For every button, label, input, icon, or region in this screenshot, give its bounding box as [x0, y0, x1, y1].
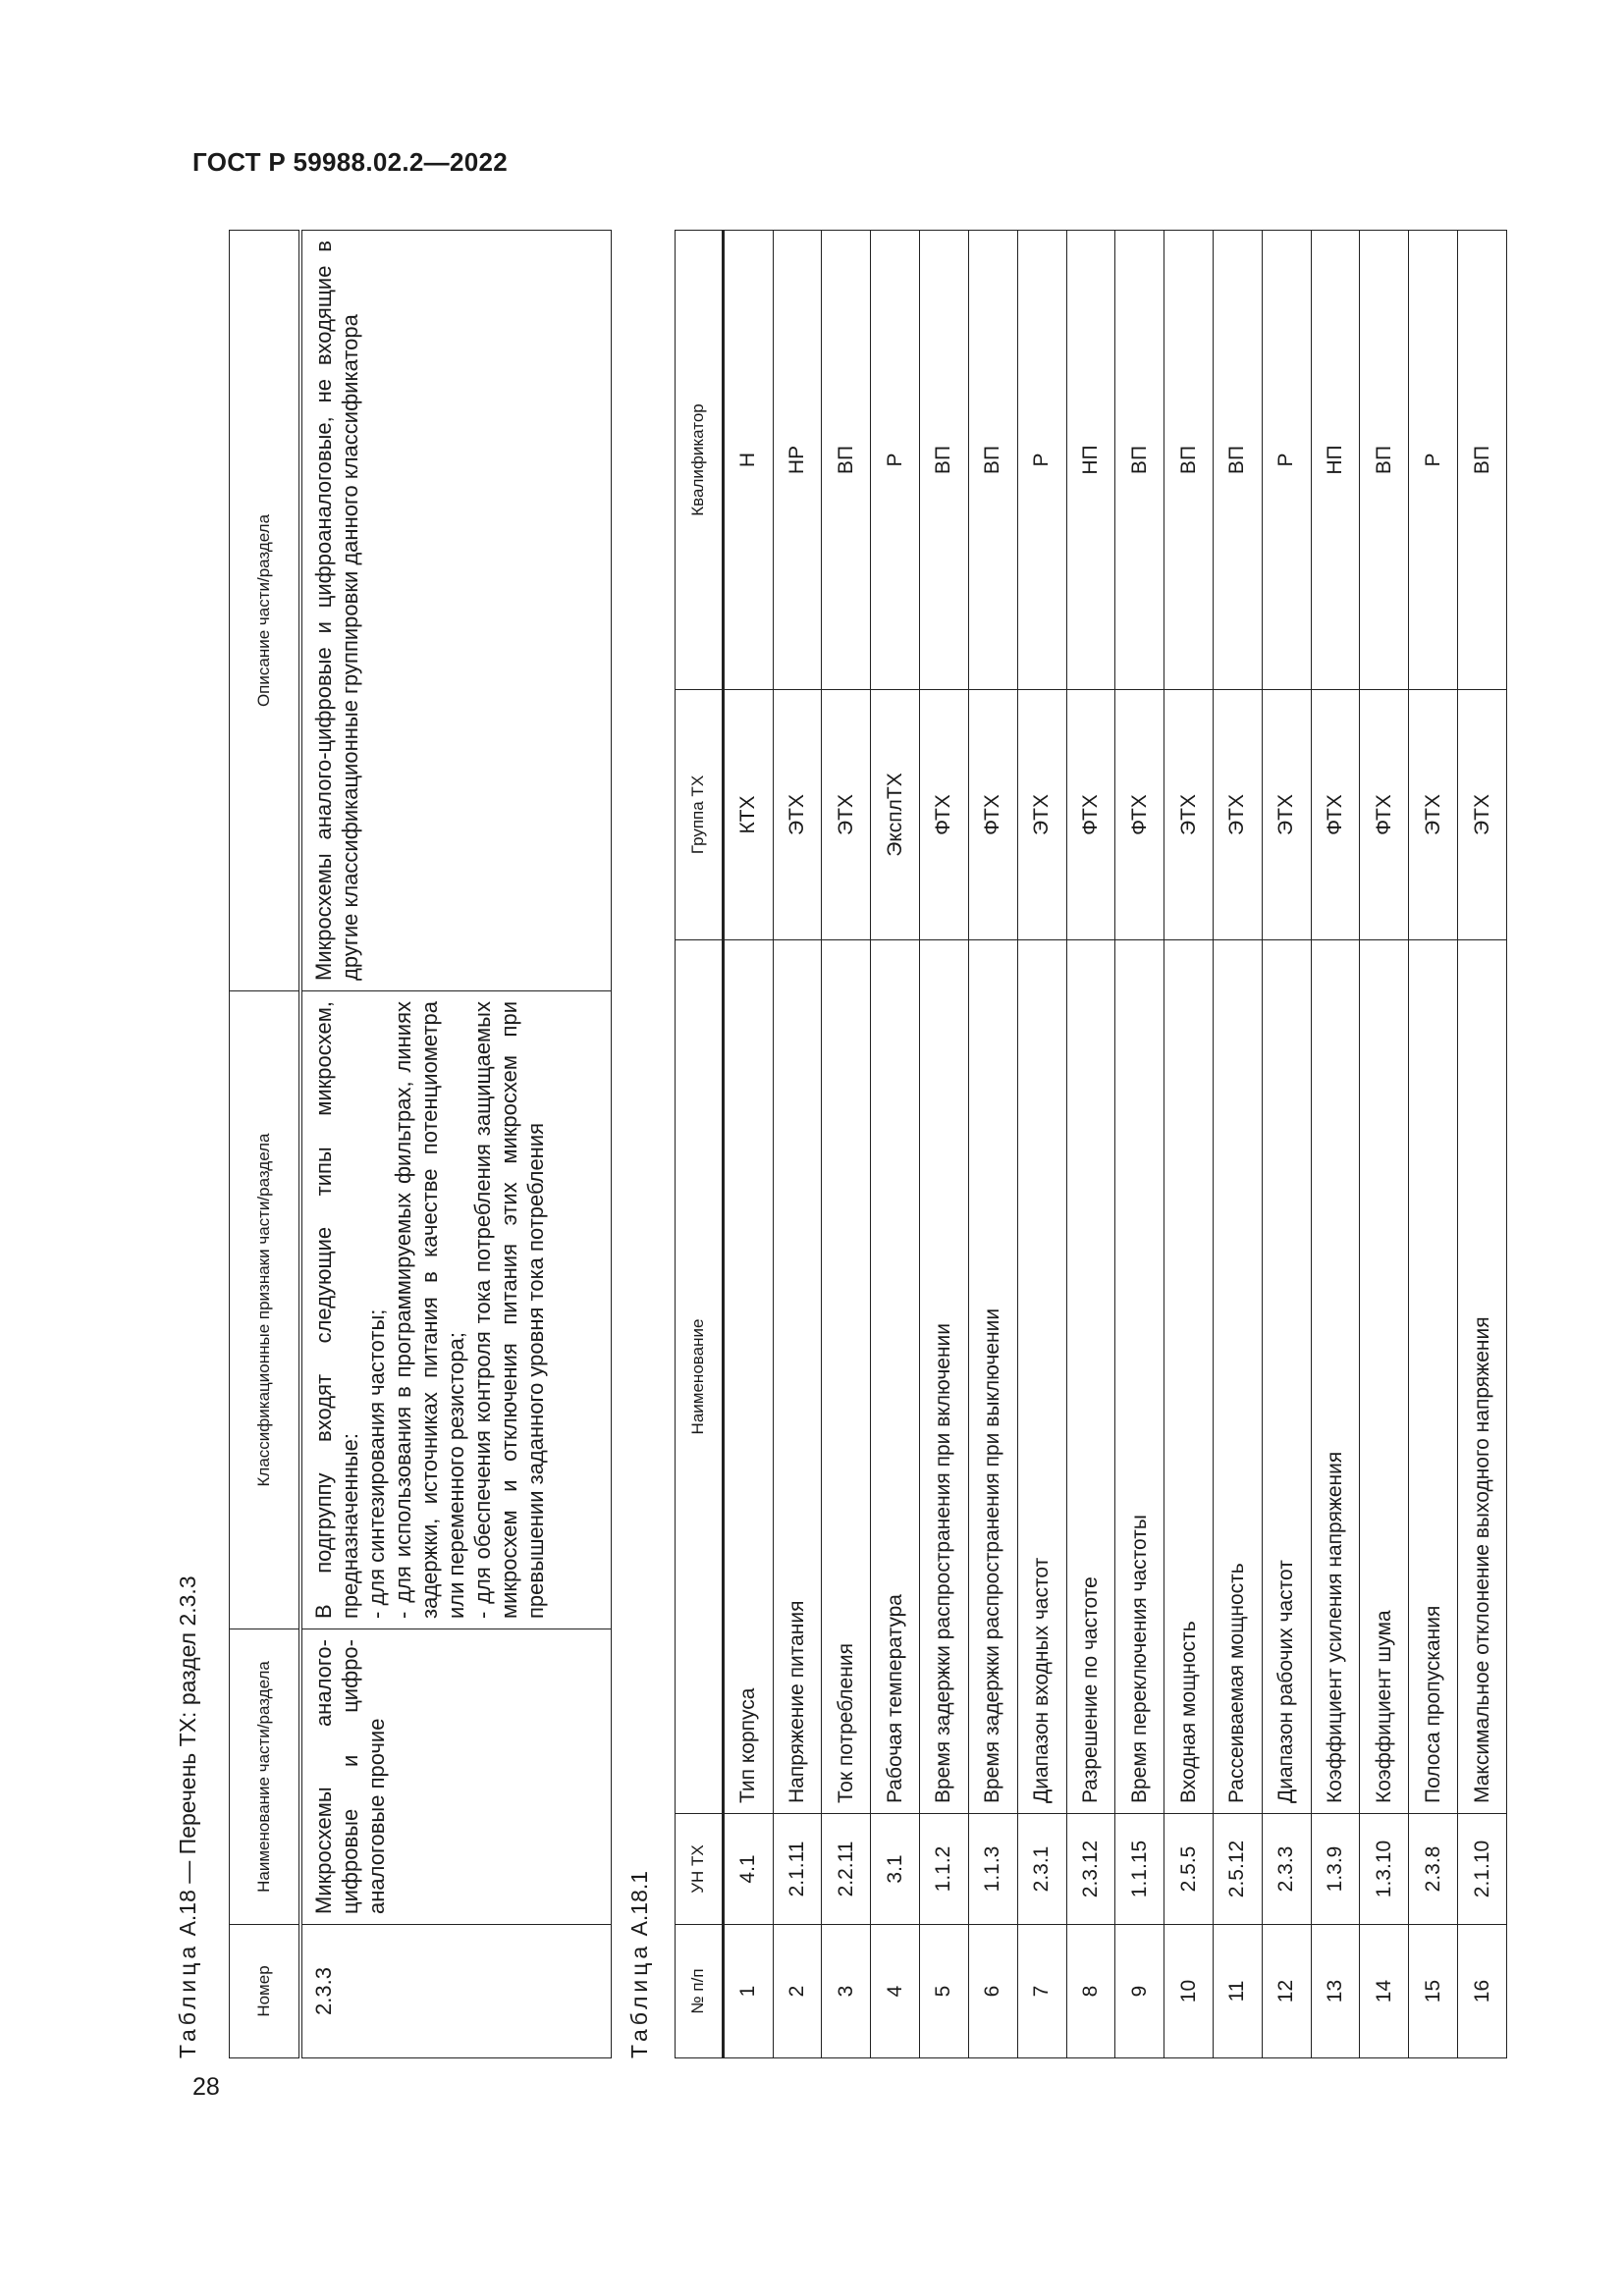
cell-no: 1	[723, 1925, 773, 2058]
cell-no: 16	[1458, 1925, 1507, 2058]
document-header: ГОСТ Р 59988.02.2—2022	[192, 147, 508, 177]
cell-code: 1.1.2	[920, 1814, 969, 1925]
header-name: Наименование	[676, 940, 724, 1814]
features-item: - для обеспечения контроля тока потребления защищаемых микросхем и отключения питания этих микросхем при превышении заданного уровня тока потребления	[470, 1001, 548, 1619]
cell-no: 12	[1262, 1925, 1311, 2058]
table-row	[1409, 231, 1458, 2058]
table-a18-caption	[174, 1575, 201, 2058]
table-a18-1-body	[723, 231, 1506, 2058]
cell-no: 7	[1017, 1925, 1066, 2058]
table-row	[1066, 231, 1115, 2058]
table-row	[1458, 231, 1507, 2058]
cell-no: 11	[1213, 1925, 1262, 2058]
cell-no: 2	[773, 1925, 822, 2058]
cell-group: ФТХ	[920, 690, 969, 940]
cell-qualifier: НП	[1311, 231, 1360, 690]
cell-name: Рассеиваемая мощность	[1213, 940, 1262, 1814]
cell-name: Ток потребления	[822, 940, 871, 1814]
header-code: УН ТХ	[676, 1814, 724, 1925]
table-row	[1311, 231, 1360, 2058]
header-features: Классификационные признаки части/раздела	[230, 991, 301, 1629]
page-number: 28	[192, 2073, 220, 2101]
cell-group: ЭТХ	[1458, 690, 1507, 940]
cell-no: 5	[920, 1925, 969, 2058]
header-group: Группа ТХ	[676, 690, 724, 940]
table-a18-1	[675, 230, 1507, 2058]
cell-no: 13	[1311, 1925, 1360, 2058]
table-row	[1360, 231, 1409, 2058]
cell-no: 9	[1115, 1925, 1164, 2058]
header-number: Номер	[230, 1925, 301, 2058]
features-item: - для использования в программируемых фильтрах, линиях задержки, источниках питания в качестве потенциометра или переменного резистора;	[391, 1001, 468, 1619]
table-a18-caption-prefix: Таблица	[175, 1942, 200, 2058]
cell-group: ЭТХ	[773, 690, 822, 940]
cell-qualifier: Р	[871, 231, 920, 690]
cell-name: Максимальное отклонение выходного напряжения	[1458, 940, 1507, 1814]
table-a18-1-header-row	[676, 231, 724, 2058]
cell-group: ЭТХ	[1213, 690, 1262, 940]
cell-group: ФТХ	[1066, 690, 1115, 940]
cell-code: 2.3.12	[1066, 1814, 1115, 1925]
table-row	[1213, 231, 1262, 2058]
cell-qualifier: ВП	[822, 231, 871, 690]
cell-description: Микросхемы аналого-цифровые и цифроаналоговые, не входящие в другие классификационные группировки данного классификатора	[300, 231, 612, 991]
cell-name: Время переключения частоты	[1115, 940, 1164, 1814]
cell-code: 1.3.10	[1360, 1814, 1409, 1925]
cell-name: Полоса пропускания	[1409, 940, 1458, 1814]
table-row	[723, 231, 773, 2058]
cell-group: ЭТХ	[1409, 690, 1458, 940]
cell-name: Время задержки распространения при выключении	[968, 940, 1017, 1814]
cell-qualifier: ВП	[1213, 231, 1262, 690]
cell-no: 15	[1409, 1925, 1458, 2058]
cell-code: 2.5.5	[1164, 1814, 1214, 1925]
cell-name: Входная мощность	[1164, 940, 1214, 1814]
features-intro: В подгруппу входят следующие типы микросхем, предназначенные:	[311, 1001, 362, 1619]
cell-no: 8	[1066, 1925, 1115, 2058]
cell-part-name: Микросхемы аналого-цифровые и цифро-аналоговые прочие	[300, 1629, 612, 1925]
cell-number: 2.3.3	[300, 1925, 612, 2058]
cell-qualifier: НР	[773, 231, 822, 690]
cell-no: 4	[871, 1925, 920, 2058]
header-no: № п/п	[676, 1925, 724, 2058]
cell-name: Диапазон рабочих частот	[1262, 940, 1311, 1814]
cell-no: 10	[1164, 1925, 1214, 2058]
cell-qualifier: ВП	[1360, 231, 1409, 690]
cell-name: Время задержки распространения при включении	[920, 940, 969, 1814]
table-a18-1-caption	[625, 1871, 653, 2058]
table-a18	[229, 230, 612, 2058]
table-row	[1262, 231, 1311, 2058]
cell-group: ФТХ	[1311, 690, 1360, 940]
cell-qualifier: НП	[1066, 231, 1115, 690]
table-row	[920, 231, 969, 2058]
cell-qualifier: ВП	[1458, 231, 1507, 690]
cell-group: ЭксплТХ	[871, 690, 920, 940]
table-row	[1017, 231, 1066, 2058]
cell-qualifier: Р	[1262, 231, 1311, 690]
cell-code: 2.1.11	[773, 1814, 822, 1925]
cell-name: Коэффициент усиления напряжения	[1311, 940, 1360, 1814]
cell-group: ЭТХ	[1017, 690, 1066, 940]
cell-code: 2.3.1	[1017, 1814, 1066, 1925]
cell-group: КТХ	[723, 690, 773, 940]
cell-no: 3	[822, 1925, 871, 2058]
cell-qualifier: Р	[1017, 231, 1066, 690]
cell-name: Разрешение по частоте	[1066, 940, 1115, 1814]
cell-code: 2.3.8	[1409, 1814, 1458, 1925]
cell-name: Тип корпуса	[723, 940, 773, 1814]
table-row	[871, 231, 920, 2058]
cell-no: 14	[1360, 1925, 1409, 2058]
cell-code: 2.2.11	[822, 1814, 871, 1925]
cell-qualifier: Р	[1409, 231, 1458, 690]
cell-code: 2.1.10	[1458, 1814, 1507, 1925]
cell-group: ФТХ	[1360, 690, 1409, 940]
table-a18-container	[175, 231, 622, 2058]
cell-code: 1.3.9	[1311, 1814, 1360, 1925]
table-row	[968, 231, 1017, 2058]
cell-code: 1.1.15	[1115, 1814, 1164, 1925]
cell-qualifier: ВП	[920, 231, 969, 690]
header-part-name: Наименование части/раздела	[230, 1629, 301, 1925]
cell-qualifier: ВП	[1164, 231, 1214, 690]
cell-code: 3.1	[871, 1814, 920, 1925]
cell-group: ЭТХ	[1262, 690, 1311, 940]
cell-code: 2.3.3	[1262, 1814, 1311, 1925]
table-row	[1164, 231, 1214, 2058]
cell-group: ФТХ	[1115, 690, 1164, 940]
table-row	[773, 231, 822, 2058]
cell-name: Коэффициент шума	[1360, 940, 1409, 1814]
cell-group: ЭТХ	[822, 690, 871, 940]
table-a18-1-caption-rest: А.18.1	[626, 1870, 652, 1937]
cell-code: 4.1	[723, 1814, 773, 1925]
cell-code: 1.1.3	[968, 1814, 1017, 1925]
cell-qualifier: Н	[723, 231, 773, 690]
cell-qualifier: ВП	[1115, 231, 1164, 690]
table-a18-header-row	[230, 231, 301, 2058]
cell-code: 2.5.12	[1213, 1814, 1262, 1925]
table-a18-1-container	[626, 231, 1529, 2058]
header-qualifier: Квалификатор	[676, 231, 724, 690]
cell-name: Диапазон входных частот	[1017, 940, 1066, 1814]
table-a18-caption-rest: А.18 — Перечень ТХ: раздел 2.3.3	[175, 1575, 200, 1937]
table-a18-1-caption-prefix: Таблица	[626, 1942, 652, 2058]
cell-group: ФТХ	[968, 690, 1017, 940]
header-description: Описание части/раздела	[230, 231, 301, 991]
features-item: - для синтезирования частоты;	[364, 1308, 389, 1619]
cell-qualifier: ВП	[968, 231, 1017, 690]
cell-name: Напряжение питания	[773, 940, 822, 1814]
table-row	[1115, 231, 1164, 2058]
table-a18-row	[300, 231, 612, 2058]
cell-group: ЭТХ	[1164, 690, 1214, 940]
cell-no: 6	[968, 1925, 1017, 2058]
cell-features	[300, 991, 612, 1629]
table-row	[822, 231, 871, 2058]
cell-name: Рабочая температура	[871, 940, 920, 1814]
